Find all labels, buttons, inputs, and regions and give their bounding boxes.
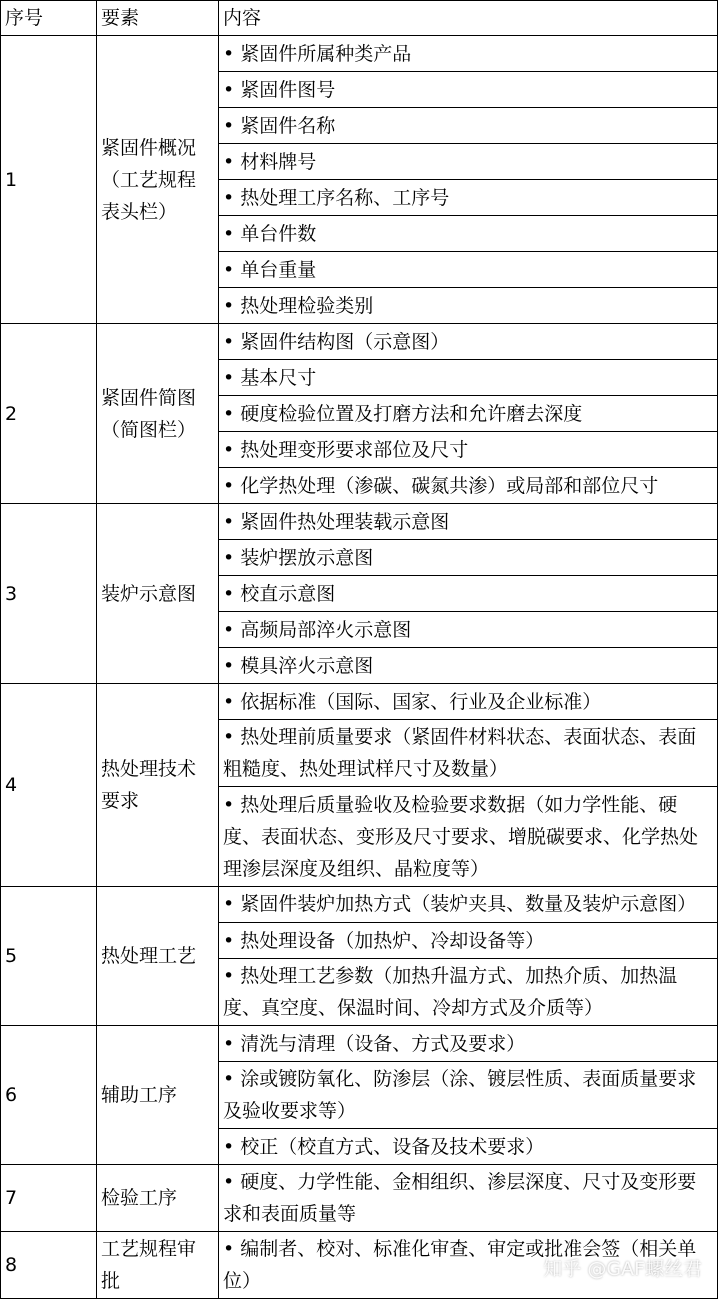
content-item: • 校正（校直方式、设备及技术要求） bbox=[219, 1129, 718, 1165]
element-cell: 检验工序 bbox=[97, 1165, 219, 1232]
table-row bbox=[1, 36, 718, 72]
content-item: • 装炉摆放示意图 bbox=[219, 540, 718, 576]
element-cell: 热处理工艺 bbox=[97, 887, 219, 1026]
content-item bbox=[219, 887, 718, 923]
element-cell: 紧固件概况（工艺规程表头栏） bbox=[97, 36, 219, 324]
header-seq: 序号 bbox=[1, 1, 97, 36]
seq-cell: 2 bbox=[1, 324, 97, 504]
element-cell: 热处理技术要求 bbox=[97, 684, 219, 887]
header-row bbox=[1, 1, 718, 36]
content-item: • 紧固件结构图（示意图） bbox=[219, 324, 718, 360]
watermark: 知乎 @GAF螺丝君 bbox=[543, 1258, 702, 1280]
table-row bbox=[1, 684, 718, 720]
content-item: • 热处理后质量验收及检验要求数据（如力学性能、硬度、表面状态、变形及尺寸要求、增脱碳要求、化学热处理渗层深度及组织、晶粒度等） bbox=[219, 787, 718, 887]
content-item: • 化学热处理（渗碳、碳氮共渗）或局部和部位尺寸 bbox=[219, 468, 718, 504]
content-item: • 紧固件图号 bbox=[219, 72, 718, 108]
content-item: • 编制者、校对、标准化审查、审定或批准会签（相关单位） bbox=[219, 1232, 718, 1299]
element-cell: 紧固件简图（简图栏） bbox=[97, 324, 219, 504]
content-item: • 材料牌号 bbox=[219, 144, 718, 180]
content-item: • 热处理检验类别 bbox=[219, 288, 718, 324]
content-item: • 高频局部淬火示意图 bbox=[219, 612, 718, 648]
content-item: • 热处理变形要求部位及尺寸 bbox=[219, 432, 718, 468]
element-cell: 工艺规程审批 bbox=[97, 1232, 219, 1299]
seq-cell: 7 bbox=[1, 1165, 97, 1232]
content-item: • 硬度、力学性能、金相组织、渗层深度、尺寸及变形要求和表面质量等 bbox=[219, 1165, 718, 1232]
content-item: • 热处理工序名称、工序号 bbox=[219, 180, 718, 216]
seq-cell: 5 bbox=[1, 887, 97, 1026]
table-row bbox=[1, 1026, 718, 1062]
content-item: • 依据标准（国际、国家、行业及企业标准） bbox=[219, 684, 718, 720]
content-item: • 单台件数 bbox=[219, 216, 718, 252]
content-item: • 校直示意图 bbox=[219, 576, 718, 612]
table-row bbox=[1, 1165, 718, 1232]
content-item: • 紧固件所属种类产品 bbox=[219, 36, 718, 72]
seq-cell: 6 bbox=[1, 1026, 97, 1165]
content-item: • 单台重量 bbox=[219, 252, 718, 288]
element-cell: 辅助工序 bbox=[97, 1026, 219, 1165]
content-item: • 清洗与清理（设备、方式及要求） bbox=[219, 1026, 718, 1062]
content-item: • 模具淬火示意图 bbox=[219, 648, 718, 684]
table-row bbox=[1, 504, 718, 540]
content-item-text: • 紧固件装炉加热方式（装炉夹具、数量及装炉示意图） bbox=[223, 893, 697, 915]
content-item: • 基本尺寸 bbox=[219, 360, 718, 396]
table-row bbox=[1, 1232, 718, 1299]
seq-cell: 8 bbox=[1, 1232, 97, 1299]
content-item: • 涂或镀防氧化、防渗层（涂、镀层性质、表面质量要求及验收要求等） bbox=[219, 1062, 718, 1129]
table-row bbox=[1, 324, 718, 360]
table-row bbox=[1, 887, 718, 923]
content-item: • 紧固件热处理装载示意图 bbox=[219, 504, 718, 540]
element-cell: 装炉示意图 bbox=[97, 504, 219, 684]
seq-cell: 3 bbox=[1, 504, 97, 684]
seq-cell: 1 bbox=[1, 36, 97, 324]
content-item: • 热处理前质量要求（紧固件材料状态、表面状态、表面粗糙度、热处理试样尺寸及数量） bbox=[219, 720, 718, 787]
content-item: • 热处理工艺参数（加热升温方式、加热介质、加热温度、真空度、保温时间、冷却方式及介质等） bbox=[219, 959, 718, 1026]
header-element: 要素 bbox=[97, 1, 219, 36]
content-item: • 热处理设备（加热炉、冷却设备等） bbox=[219, 923, 718, 959]
content-item: • 硬度检验位置及打磨方法和允许磨去深度 bbox=[219, 396, 718, 432]
header-content: 内容 bbox=[219, 1, 718, 36]
content-item: • 紧固件名称 bbox=[219, 108, 718, 144]
seq-cell: 4 bbox=[1, 684, 97, 887]
